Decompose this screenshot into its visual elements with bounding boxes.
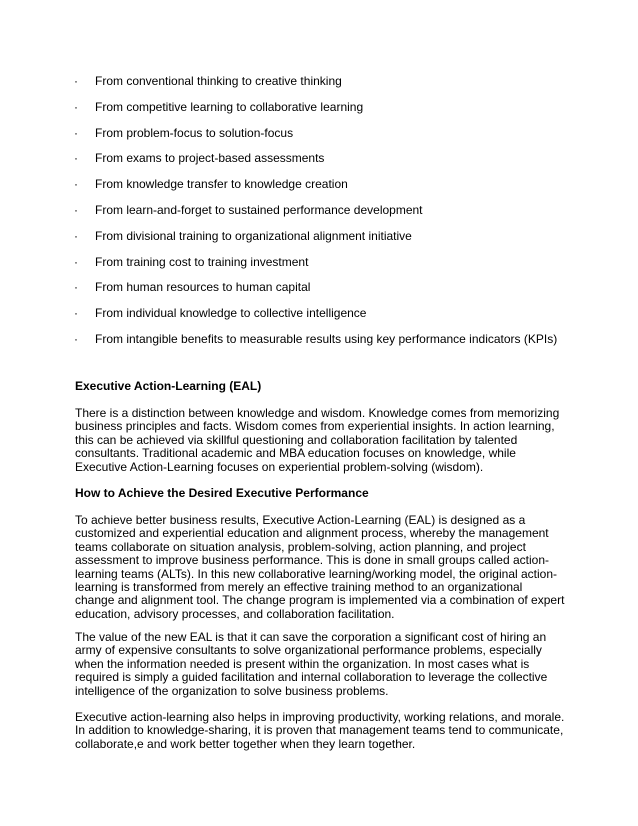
list-item-text: From knowledge transfer to knowledge creation <box>95 177 348 192</box>
achieve-paragraph-3: Executive action-learning also helps in improving productivity, working relations, and morale. In addition to knowledge-sharing, it is proven that management teams tend to communicate, collaborate,e and work better together when they learn together. <box>75 710 565 751</box>
list-item <box>74 278 574 304</box>
list-item <box>74 124 574 150</box>
bullet-glyph: · <box>74 125 78 140</box>
achieve-paragraph-2: The value of the new EAL is that it can save the corporation a significant cost of hiring an army of expensive consultants to solve organizational performance problems, especially when the information needed is present within the organization. In most cases what is required is simply a guided facilitation and internal collaboration to leverage the collective intelligence of the organization to solve business problems. <box>75 630 548 698</box>
bullet-glyph: · <box>74 177 78 192</box>
list-item-text: From divisional training to organizational alignment initiative <box>95 228 412 243</box>
list-item <box>74 72 574 98</box>
list-item <box>74 175 574 201</box>
list-item-text: From intangible benefits to measurable results using key performance indicators (KPIs) <box>95 331 558 346</box>
bullet-glyph: · <box>74 202 78 217</box>
bullet-glyph: · <box>74 306 78 321</box>
list-item-text: From problem-focus to solution-focus <box>95 125 294 140</box>
list-item-text: From individual knowledge to collective intelligence <box>95 306 367 321</box>
bullet-glyph: · <box>74 151 78 166</box>
list-item-text: From conventional thinking to creative thinking <box>95 74 342 88</box>
list-item <box>74 149 574 175</box>
list-item-text: From exams to project-based assessments <box>95 151 325 166</box>
transformation-list <box>74 72 574 356</box>
list-item-text: From competitive learning to collaborative learning <box>95 99 364 114</box>
bullet-glyph: · <box>74 228 78 243</box>
bullet-glyph: · <box>74 280 78 295</box>
list-item-text: From training cost to training investment <box>95 254 309 269</box>
list-item-text: From learn-and-forget to sustained performance development <box>95 202 423 217</box>
list-item <box>74 330 574 356</box>
list-item <box>74 98 574 124</box>
list-item <box>74 201 574 227</box>
bullet-glyph: · <box>74 74 78 88</box>
achieve-heading: How to Achieve the Desired Executive Performance <box>75 486 369 500</box>
list-item <box>74 304 574 330</box>
bullet-glyph: · <box>74 254 78 269</box>
list-item <box>74 227 574 253</box>
eal-heading: Executive Action-Learning (EAL) <box>75 379 262 393</box>
list-item-text: From human resources to human capital <box>95 280 311 295</box>
list-item <box>74 253 574 279</box>
bullet-glyph: · <box>74 331 78 346</box>
eal-paragraph: There is a distinction between knowledge and wisdom. Knowledge comes from memorizing business principles and facts. Wisdom comes from experiential insights. In action learning, this can be achieved via skillful questioning and collaboration facilitation by talented consultants. Traditional academic and MBA education focuses on knowledge, while Executive Action-Learning focuses on experiential problem-solving (wisdom). <box>75 406 560 474</box>
bullet-glyph: · <box>74 99 78 114</box>
achieve-paragraph-1: To achieve better business results, Executive Action-Learning (EAL) is designed as a customized and experiential education and alignment process, whereby the management teams collaborate on situation analysis, problem-solving, action planning, and project assessment to improve business performance. This is done in small groups called action-learning teams (ALTs). In this new collaborative learning/working model, the original action-learning is transformed from merely an effective training method to an organizational change and alignment tool. The change program is implemented via a combination of expert education, advisory processes, and collaboration facilitation. <box>75 513 565 621</box>
